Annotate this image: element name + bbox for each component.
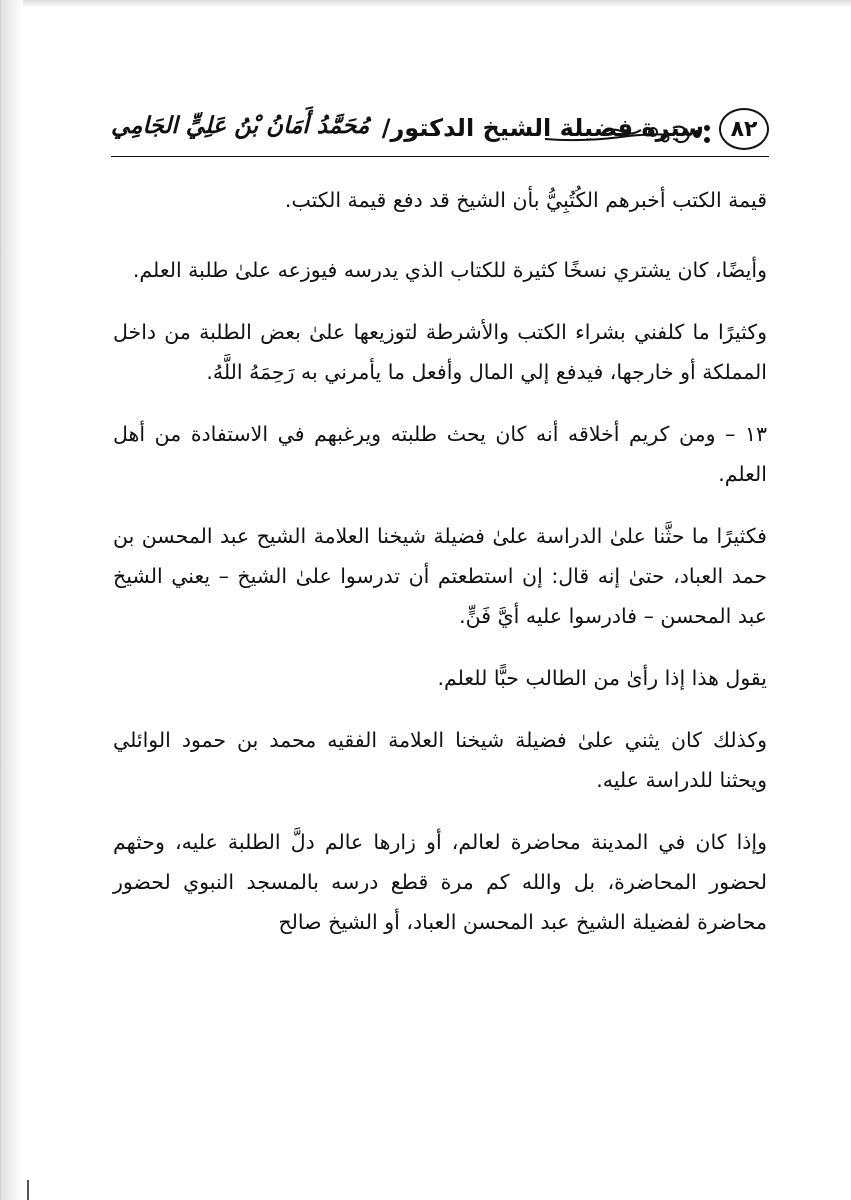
paragraph: ١٣ – ومن كريم أخلاقه أنه كان يحث طلبته ويرغبهم في الاستفادة من أهل العلم. <box>113 422 767 486</box>
paragraph: قيمة الكتب أخبرهم الكُتُبِيُّ بأن الشيخ قد دفع قيمة الكتب. <box>284 188 767 212</box>
paragraph: يقول هذا إذا رأىٰ من الطالب حبًّا للعلم. <box>437 666 767 690</box>
page-body <box>113 180 767 964</box>
header-author-name: مُحَمَّدُ أَمَانُ بْنُ عَلِيٍّ الجَامِي <box>111 112 370 139</box>
page-number: ٨٢ <box>719 108 769 150</box>
paragraph: وكثيرًا ما كلفني بشراء الكتب والأشرطة لتوزيعها علىٰ بعض الطلبة من داخل المملكة أو خارجها، فيدفع إلي المال وأفعل ما يأمرني به رَحِمَهُ اللَّهُ. <box>113 320 767 384</box>
paragraph: وإذا كان في المدينة محاضرة لعالم، أو زارها عالم دلَّ الطلبة عليه، وحثهم لحضور المحاضرة، بل والله كم مرة قطع درسه بالمسجد النبوي لحضور محاضرة لفضيلة الشيخ عبد المحسن العباد، أو الشيخ صالح <box>113 830 767 934</box>
paragraph: فكثيرًا ما حثَّنا علىٰ الدراسة علىٰ فضيلة شيخنا العلامة الشيح عبد المحسن بن حمد العباد، حتىٰ إنه قال: إن استطعتم أن تدرسوا علىٰ الشيخ – يعني الشيخ عبد المحسن – فادرسوا عليه أيَّ فَنٍّ. <box>113 524 767 628</box>
header-title: سيرة فضيلة الشيخ الدكتور/ <box>381 114 704 142</box>
paragraph: وأيضًا، كان يشتري نسخًا كثيرة للكتاب الذي يدرسه فيوزعه علىٰ طلبة العلم. <box>132 258 767 282</box>
page-top-shadow <box>1 0 851 8</box>
page-left-shadow <box>1 0 23 1200</box>
page-edge-mark <box>27 1180 29 1200</box>
paragraph: وكذلك كان يثني علىٰ فضيلة شيخنا العلامة الفقيه محمد بن حمود الوائلي ويحثنا للدراسة عليه. <box>113 728 767 792</box>
page-header <box>111 108 769 160</box>
header-divider <box>111 156 769 157</box>
